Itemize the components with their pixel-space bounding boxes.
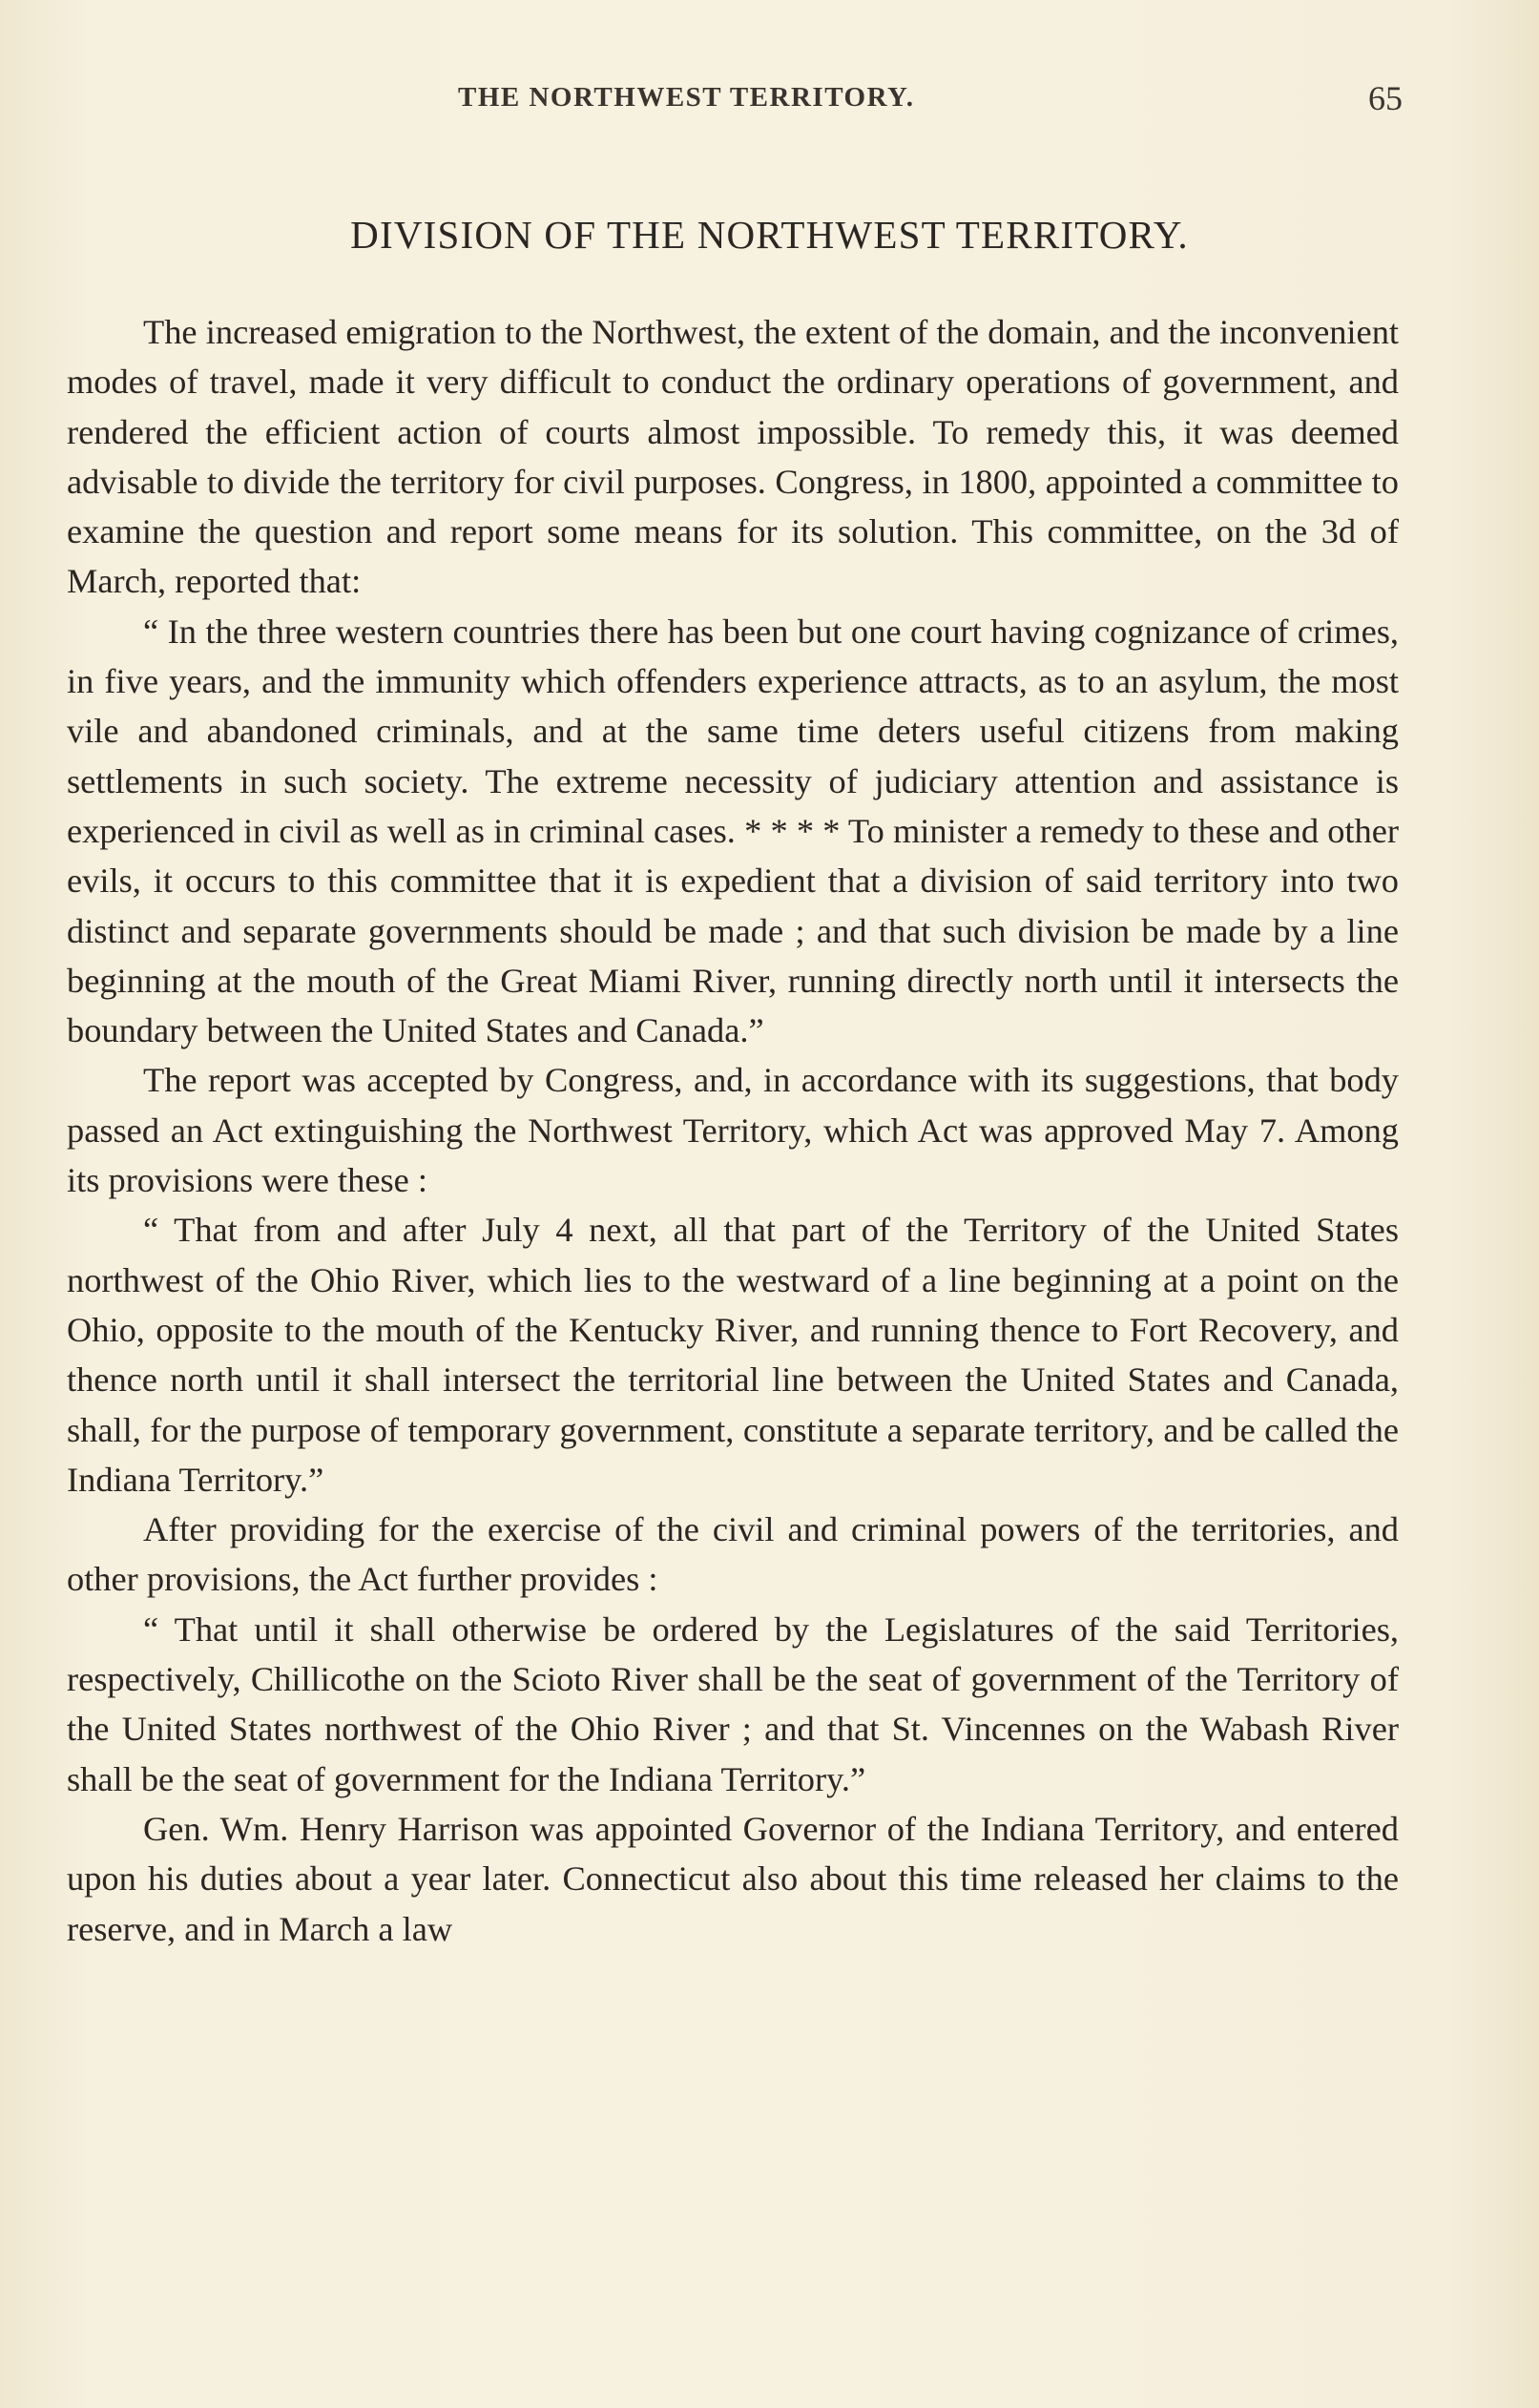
body-text xyxy=(67,307,1399,1954)
paragraph: “ That until it shall otherwise be ordered by the Legislatures of the said Territories, respectively, Chillicothe on the Scioto River shall be the seat of government of the Territory of the United States northwest of the Ohio River ; and that St. Vincennes on the Wabash River shall be the seat of government for the Indiana Territory.” xyxy=(67,1609,1399,1798)
paragraph: After providing for the exercise of the civil and criminal powers of the territories, and other provisions, the Act further provides : xyxy=(67,1510,1399,1599)
paragraph: The increased emigration to the Northwest, the extent of the domain, and the inconvenient modes of travel, made it very difficult to conduct the ordinary operations of government, and rendered the efficient action of courts almost impossible. To remedy this, it was deemed advisable to divide the territory for civil purposes. Congress, in 1800, appointed a committee to examine the question and report some means for its solution. This committee, on the 3d of March, reported that: xyxy=(67,313,1399,601)
running-title: THE NORTHWEST TERRITORY. xyxy=(458,82,915,113)
paragraph: “ In the three western countries there has been but one court having cognizance of crimes, in five years, and the immunity which offenders experience attracts, as to an asylum, the most vile and abandoned criminals, and at the same time deters useful citizens from making settlements in such society. The extreme necessity of judiciary attention and assistance is experienced in civil as well as in criminal cases. * * * * To minister a remedy to these and other evils, it occurs to this committee that it is expedient that a division of said territory into two distinct and separate governments should be made ; and that such division be made by a line beginning at the mouth of the Great Miami River, running directly north until it intersects the boundary between the United States and Canada.” xyxy=(67,612,1399,1050)
running-header xyxy=(67,79,1403,120)
paragraph: The report was accepted by Congress, and, in accordance with its suggestions, that body passed an Act extinguishing the Northwest Territory, which Act was approved May 7. Among its provisions were these : xyxy=(67,1061,1399,1200)
paragraph: Gen. Wm. Henry Harrison was appointed Governor of the Indiana Territory, and entered upon his duties about a year later. Connecticut also about this time released her claims to the reserve, and in March a law xyxy=(67,1809,1399,1948)
page-number: 65 xyxy=(1368,79,1403,117)
paragraph: “ That from and after July 4 next, all that part of the Territory of the United States northwest of the Ohio River, which lies to the westward of a line beginning at a point on the Ohio, opposite to the mouth of the Kentucky River, and running thence to Fort Recovery, and thence north until it shall intersect the territorial line between the United States and Canada, shall, for the purpose of temporary government, constitute a separate territory, and be called the Indiana Territory.” xyxy=(67,1211,1399,1499)
chapter-title: DIVISION OF THE NORTHWEST TERRITORY. xyxy=(350,213,1189,257)
